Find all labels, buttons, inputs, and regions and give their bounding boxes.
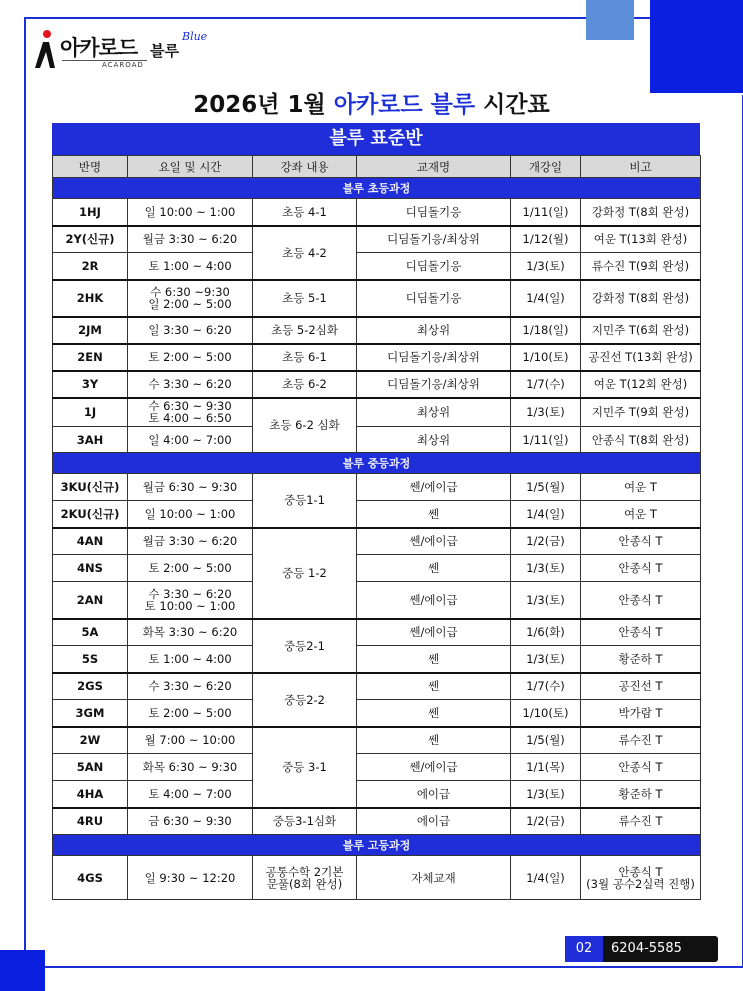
frame-line-top bbox=[24, 17, 661, 19]
note: 황준하 T bbox=[581, 646, 701, 673]
section-header-high: 블루 고등과정 bbox=[53, 835, 701, 856]
textbook: 최상위 bbox=[357, 398, 511, 427]
class-code: 2GS bbox=[53, 673, 128, 700]
note: 박가람 T bbox=[581, 700, 701, 727]
start-date: 1/3(토) bbox=[511, 398, 581, 427]
class-time: 월금 6:30 ~ 9:30 bbox=[128, 474, 253, 501]
class-time: 일 4:00 ~ 7:00 bbox=[128, 427, 253, 453]
class-time: 월금 3:30 ~ 6:20 bbox=[128, 226, 253, 253]
start-date: 1/4(일) bbox=[511, 280, 581, 317]
note: 지민주 T(6회 완성) bbox=[581, 317, 701, 344]
note: 여운 T(13회 완성) bbox=[581, 226, 701, 253]
textbook: 디딤돌기응/최상위 bbox=[357, 344, 511, 371]
textbook: 디딤돌기응 bbox=[357, 280, 511, 317]
time-line: 일 2:00 ~ 5:00 bbox=[148, 297, 232, 311]
table-row bbox=[53, 781, 701, 808]
note: 공진선 T(13회 완성) bbox=[581, 344, 701, 371]
textbook: 쎈 bbox=[357, 646, 511, 673]
col-header: 비고 bbox=[581, 156, 701, 178]
note: 안종식 T bbox=[581, 619, 701, 646]
note: 안종식 T bbox=[581, 582, 701, 619]
class-time: 월금 3:30 ~ 6:20 bbox=[128, 528, 253, 555]
logo-english: ACAROAD bbox=[102, 61, 144, 69]
class-code: 4HA bbox=[53, 781, 128, 808]
table-row bbox=[53, 646, 701, 673]
header-row bbox=[53, 156, 701, 178]
table-row bbox=[53, 317, 701, 344]
section-header-elementary: 블루 초등과정 bbox=[53, 178, 701, 199]
class-time: 일 3:30 ~ 6:20 bbox=[128, 317, 253, 344]
deco-square-bottom bbox=[0, 950, 45, 991]
runner-logo-icon bbox=[30, 28, 58, 70]
textbook: 디딤돌기응/최상위 bbox=[357, 226, 511, 253]
table-row bbox=[53, 619, 701, 646]
table-row bbox=[53, 427, 701, 453]
start-date: 1/3(토) bbox=[511, 582, 581, 619]
table-row bbox=[53, 344, 701, 371]
course: 중등 3-1 bbox=[253, 727, 357, 808]
table-row bbox=[53, 199, 701, 226]
note: 강화정 T(8회 완성) bbox=[581, 199, 701, 226]
textbook: 쎈 bbox=[357, 727, 511, 754]
class-code: 4AN bbox=[53, 528, 128, 555]
col-header: 교재명 bbox=[357, 156, 511, 178]
table-row bbox=[53, 371, 701, 398]
course-line: 문풀(8회 완성) bbox=[266, 876, 343, 891]
table-row bbox=[53, 528, 701, 555]
start-date: 1/12(월) bbox=[511, 226, 581, 253]
textbook: 에이급 bbox=[357, 781, 511, 808]
phone-area-code: 02 bbox=[565, 936, 603, 962]
note: 안종식 T bbox=[581, 528, 701, 555]
time-line: 수 3:30 ~ 6:20 bbox=[148, 586, 232, 601]
class-time: 일 9:30 ~ 12:20 bbox=[128, 856, 253, 900]
note: 황준하 T bbox=[581, 781, 701, 808]
table-row bbox=[53, 727, 701, 754]
start-date: 1/7(수) bbox=[511, 673, 581, 700]
course: 초등 4-2 bbox=[253, 226, 357, 280]
start-date: 1/5(월) bbox=[511, 474, 581, 501]
textbook: 쎈/에이급 bbox=[357, 528, 511, 555]
note: 류수진 T bbox=[581, 808, 701, 835]
start-date: 1/7(수) bbox=[511, 371, 581, 398]
class-time: 화목 3:30 ~ 6:20 bbox=[128, 619, 253, 646]
table-row bbox=[53, 555, 701, 582]
course bbox=[253, 856, 357, 900]
textbook: 자체교재 bbox=[357, 856, 511, 900]
class-time: 토 1:00 ~ 4:00 bbox=[128, 646, 253, 673]
class-code: 3KU(신규) bbox=[53, 474, 128, 501]
time-line: 수 6:30 ~9:30 bbox=[150, 285, 230, 299]
class-time: 금 6:30 ~ 9:30 bbox=[128, 808, 253, 835]
note bbox=[581, 856, 701, 900]
start-date: 1/3(토) bbox=[511, 555, 581, 582]
logo-sub: 블루 bbox=[150, 42, 179, 60]
textbook: 디딤돌기응 bbox=[357, 199, 511, 226]
note: 여운 T bbox=[581, 474, 701, 501]
textbook: 쎈/에이급 bbox=[357, 474, 511, 501]
start-date: 1/11(일) bbox=[511, 427, 581, 453]
class-code: 2HK bbox=[53, 280, 128, 317]
course: 중등1-1 bbox=[253, 474, 357, 528]
phone-number bbox=[565, 936, 718, 962]
course: 초등 5-1 bbox=[253, 280, 357, 317]
textbook: 쎈 bbox=[357, 501, 511, 528]
class-code: 5A bbox=[53, 619, 128, 646]
deco-square-dark bbox=[650, 0, 743, 93]
course: 초등 5-2심화 bbox=[253, 317, 357, 344]
note: 안종식 T bbox=[581, 754, 701, 781]
course: 초등 6-1 bbox=[253, 344, 357, 371]
class-code: 1HJ bbox=[53, 199, 128, 226]
start-date: 1/3(토) bbox=[511, 253, 581, 280]
course: 중등 1-2 bbox=[253, 528, 357, 619]
note: 류수진 T bbox=[581, 727, 701, 754]
time-line: 수 6:30 ~ 9:30 bbox=[148, 399, 232, 414]
start-date: 1/4(일) bbox=[511, 501, 581, 528]
logo-name: 아카로드 bbox=[60, 36, 138, 60]
timetable bbox=[52, 123, 700, 900]
class-code: 2JM bbox=[53, 317, 128, 344]
course: 초등 6-2 심화 bbox=[253, 398, 357, 453]
textbook: 디딤돌기응 bbox=[357, 253, 511, 280]
start-date: 1/6(화) bbox=[511, 619, 581, 646]
table-row bbox=[53, 474, 701, 501]
class-code: 2KU(신규) bbox=[53, 501, 128, 528]
col-header: 개강일 bbox=[511, 156, 581, 178]
table-banner: 블루 표준반 bbox=[52, 123, 700, 155]
class-time bbox=[128, 582, 253, 619]
col-header: 요일 및 시간 bbox=[128, 156, 253, 178]
start-date: 1/3(토) bbox=[511, 646, 581, 673]
class-code: 2EN bbox=[53, 344, 128, 371]
start-date: 1/18(일) bbox=[511, 317, 581, 344]
textbook: 쎈/에이급 bbox=[357, 582, 511, 619]
class-time: 토 2:00 ~ 5:00 bbox=[128, 700, 253, 727]
start-date: 1/10(토) bbox=[511, 700, 581, 727]
textbook: 쎈 bbox=[357, 700, 511, 727]
class-time: 월 7:00 ~ 10:00 bbox=[128, 727, 253, 754]
phone-local: 6204-5585 bbox=[603, 936, 718, 962]
note: 강화정 T(8회 완성) bbox=[581, 280, 701, 317]
start-date: 1/1(목) bbox=[511, 754, 581, 781]
class-time: 화목 6:30 ~ 9:30 bbox=[128, 754, 253, 781]
table-row bbox=[53, 754, 701, 781]
title-accent: 아카로드 블루 bbox=[333, 92, 476, 118]
textbook: 쎈/에이급 bbox=[357, 619, 511, 646]
class-code: 2W bbox=[53, 727, 128, 754]
course: 중등2-2 bbox=[253, 673, 357, 727]
col-header: 강좌 내용 bbox=[253, 156, 357, 178]
academy-logo bbox=[30, 28, 210, 74]
class-time: 일 10:00 ~ 1:00 bbox=[128, 199, 253, 226]
class-code: 3GM bbox=[53, 700, 128, 727]
textbook: 디딤돌기응/최상위 bbox=[357, 371, 511, 398]
class-code: 4RU bbox=[53, 808, 128, 835]
note: 안종식 T bbox=[581, 555, 701, 582]
class-time: 수 3:30 ~ 6:20 bbox=[128, 371, 253, 398]
section-header-middle: 블루 중등과정 bbox=[53, 453, 701, 474]
table-row bbox=[53, 673, 701, 700]
start-date: 1/5(월) bbox=[511, 727, 581, 754]
textbook: 쎈/에이급 bbox=[357, 754, 511, 781]
frame-line-left bbox=[24, 17, 26, 967]
class-code: 1J bbox=[53, 398, 128, 427]
note: 공진선 T bbox=[581, 673, 701, 700]
start-date: 1/2(금) bbox=[511, 528, 581, 555]
textbook: 최상위 bbox=[357, 317, 511, 344]
start-date: 1/11(일) bbox=[511, 199, 581, 226]
table-row bbox=[53, 253, 701, 280]
note: 안종식 T(8회 완성) bbox=[581, 427, 701, 453]
start-date: 1/4(일) bbox=[511, 856, 581, 900]
course: 중등3-1심화 bbox=[253, 808, 357, 835]
start-date: 1/2(금) bbox=[511, 808, 581, 835]
class-code: 2AN bbox=[53, 582, 128, 619]
table-row bbox=[53, 856, 701, 900]
schedule-table bbox=[52, 155, 701, 900]
class-code: 4GS bbox=[53, 856, 128, 900]
col-header: 반명 bbox=[53, 156, 128, 178]
table-row bbox=[53, 226, 701, 253]
start-date: 1/10(토) bbox=[511, 344, 581, 371]
textbook: 에이급 bbox=[357, 808, 511, 835]
time-line: 토 4:00 ~ 6:50 bbox=[148, 411, 232, 426]
course: 중등2-1 bbox=[253, 619, 357, 673]
page-title: 2026년 1월 아카로드 블루 시간표 bbox=[193, 92, 550, 118]
course-line: 공통수학 2기본 bbox=[265, 864, 344, 879]
table-row bbox=[53, 280, 701, 317]
class-time: 토 2:00 ~ 5:00 bbox=[128, 344, 253, 371]
class-time: 토 4:00 ~ 7:00 bbox=[128, 781, 253, 808]
start-date: 1/3(토) bbox=[511, 781, 581, 808]
deco-square-light bbox=[586, 0, 634, 40]
class-code: 5AN bbox=[53, 754, 128, 781]
class-code: 3Y bbox=[53, 371, 128, 398]
textbook: 쎈 bbox=[357, 555, 511, 582]
course: 초등 6-2 bbox=[253, 371, 357, 398]
table-row bbox=[53, 582, 701, 619]
note-line: 안종식 T bbox=[618, 864, 663, 879]
note: 여운 T(12회 완성) bbox=[581, 371, 701, 398]
frame-line-bottom bbox=[24, 966, 743, 968]
note: 지민주 T(9회 완성) bbox=[581, 398, 701, 427]
class-time: 수 3:30 ~ 6:20 bbox=[128, 673, 253, 700]
note: 류수진 T(9회 완성) bbox=[581, 253, 701, 280]
class-time bbox=[128, 398, 253, 427]
textbook: 최상위 bbox=[357, 427, 511, 453]
textbook: 쎈 bbox=[357, 673, 511, 700]
table-row bbox=[53, 501, 701, 528]
class-code: 5S bbox=[53, 646, 128, 673]
time-line: 토 10:00 ~ 1:00 bbox=[144, 598, 236, 613]
table-row bbox=[53, 808, 701, 835]
note: 여운 T bbox=[581, 501, 701, 528]
note-line: (3월 공수2실력 진행) bbox=[586, 876, 695, 891]
course: 초등 4-1 bbox=[253, 199, 357, 226]
class-code: 4NS bbox=[53, 555, 128, 582]
class-time: 토 1:00 ~ 4:00 bbox=[128, 253, 253, 280]
class-time: 토 2:00 ~ 5:00 bbox=[128, 555, 253, 582]
class-time: 일 10:00 ~ 1:00 bbox=[128, 501, 253, 528]
class-time bbox=[128, 280, 253, 317]
logo-script: Blue bbox=[182, 30, 208, 43]
class-code: 3AH bbox=[53, 427, 128, 453]
table-row bbox=[53, 398, 701, 427]
class-code: 2Y(신규) bbox=[53, 226, 128, 253]
class-code: 2R bbox=[53, 253, 128, 280]
table-row bbox=[53, 700, 701, 727]
